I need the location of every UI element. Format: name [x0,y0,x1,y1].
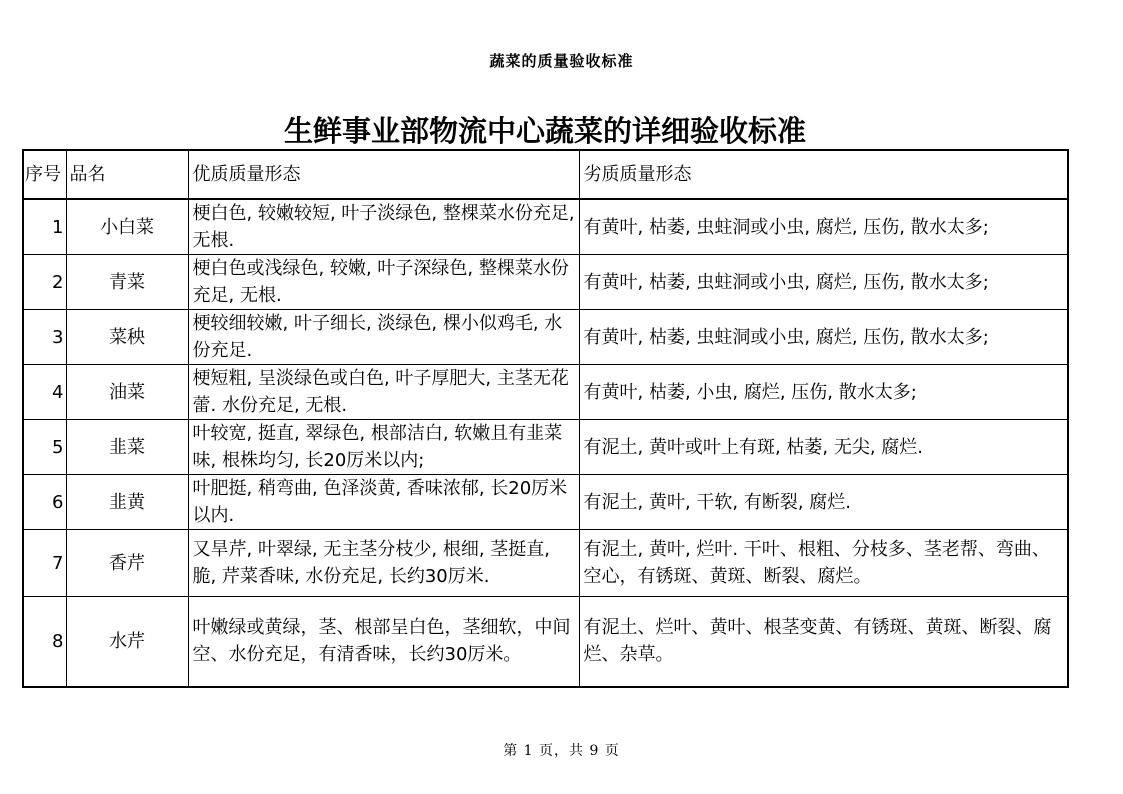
row-seq: 8 [23,597,66,687]
row-good-quality: 梗白色或浅绿色, 较嫩, 叶子深绿色, 整棵菜水份充足, 无根. [188,255,579,310]
header-good-quality: 优质质量形态 [188,150,579,199]
row-good-quality: 梗白色, 较嫩较短, 叶子淡绿色, 整棵菜水份充足, 无根. [188,199,579,255]
row-seq: 2 [23,255,66,310]
header-seq: 序号 [23,150,66,199]
row-name: 小白菜 [66,199,188,255]
row-seq: 1 [23,199,66,255]
row-seq: 5 [23,420,66,475]
row-good-quality: 叶嫩绿或黄绿，茎、根部呈白色，茎细软，中间空、水份充足，有清香味，长约30厉米。 [188,597,579,687]
row-seq: 6 [23,475,66,530]
row-name: 菜秧 [66,310,188,365]
row-seq: 3 [23,310,66,365]
table-row [23,530,1068,597]
row-bad-quality: 有泥土、烂叶、黄叶、根茎变黄、有锈斑、黄斑、断裂、腐烂、杂草。 [579,597,1068,687]
row-seq: 7 [23,530,66,597]
row-good-quality: 叶较宽, 挺直, 翠绿色, 根部洁白, 软嫩且有韭菜味, 根株均匀, 长20厉米以内; [188,420,579,475]
table-row [23,310,1068,365]
page-header: 蔬菜的质量验收标准 [489,52,634,70]
row-name: 香芹 [66,530,188,597]
row-name: 韭菜 [66,420,188,475]
table-row [23,365,1068,420]
table-row [23,597,1068,687]
row-good-quality: 又旱芹, 叶翠绿, 无主茎分枝少, 根细, 茎挺直, 脆, 芹菜香味, 水份充足, 长约30厉米. [188,530,579,597]
row-name: 油菜 [66,365,188,420]
row-name: 青菜 [66,255,188,310]
table-row [23,199,1068,255]
row-bad-quality: 有泥土, 黄叶, 干软, 有断裂, 腐烂. [579,475,1068,530]
row-bad-quality: 有黄叶, 枯萎, 小虫, 腐烂, 压伤, 散水太多; [579,365,1068,420]
table-row [23,420,1068,475]
header-bad-quality: 劣质质量形态 [579,150,1068,199]
header-name: 品名 [66,150,188,199]
row-good-quality: 梗较细较嫩, 叶子细长, 淡绿色, 棵小似鸡毛, 水份充足. [188,310,579,365]
row-bad-quality: 有黄叶, 枯萎, 虫蛀洞或小虫, 腐烂, 压伤, 散水太多; [579,199,1068,255]
row-name: 韭黄 [66,475,188,530]
row-bad-quality: 有黄叶, 枯萎, 虫蛀洞或小虫, 腐烂, 压伤, 散水太多; [579,255,1068,310]
acceptance-standards-table [22,149,1069,688]
page-title: 生鲜事业部物流中心蔬菜的详细验收标准 [283,114,806,148]
table-row [23,255,1068,310]
row-bad-quality: 有泥土, 黄叶, 烂叶. 干叶、根粗、分枝多、茎老帮、弯曲、空心，有锈斑、黄斑、断裂、腐烂。 [579,530,1068,597]
row-good-quality: 叶肥挺, 稍弯曲, 色泽淡黄, 香味浓郁, 长20厉米以内. [188,475,579,530]
table-row [23,475,1068,530]
row-seq: 4 [23,365,66,420]
page-footer: 第 1 页，共 9 页 [503,743,620,759]
row-bad-quality: 有泥土, 黄叶或叶上有斑, 枯萎, 无尖, 腐烂. [579,420,1068,475]
table-header-row [23,150,1068,199]
row-bad-quality: 有黄叶, 枯萎, 虫蛀洞或小虫, 腐烂, 压伤, 散水太多; [579,310,1068,365]
row-name: 水芹 [66,597,188,687]
row-good-quality: 梗短粗, 呈淡绿色或白色, 叶子厚肥大, 主茎无花蕾. 水份充足, 无根. [188,365,579,420]
